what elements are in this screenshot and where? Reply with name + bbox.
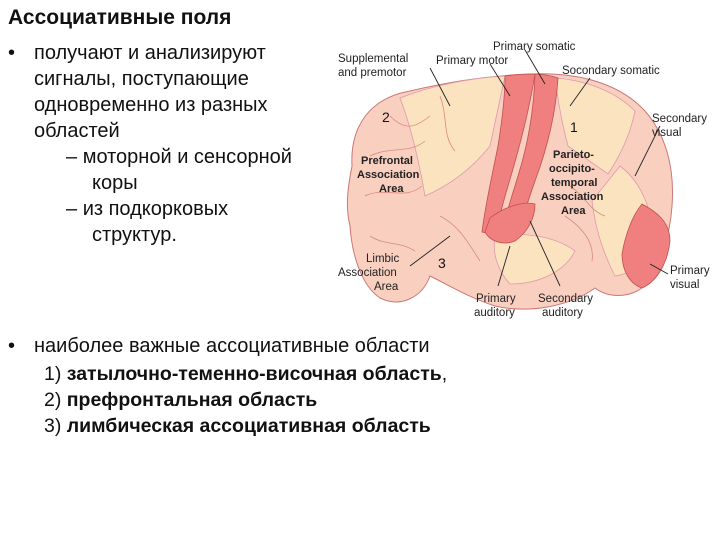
label-parieto: occipito- <box>549 163 595 175</box>
area-number-3: 3 <box>438 255 446 271</box>
label-parieto: temporal <box>551 177 598 189</box>
list-label: затылочно-теменно-височная область <box>66 363 442 385</box>
intro-line: одновременно из разных <box>34 94 268 116</box>
dash-marker: – <box>66 146 78 168</box>
label-secondary-somatic: Socondary somatic <box>562 65 660 77</box>
label-prefrontal: Area <box>379 183 404 195</box>
label-limbic: Association <box>338 267 397 279</box>
list-item <box>44 361 447 387</box>
label-prefrontal: Association <box>357 169 420 181</box>
important-heading: наиболее важные ассоциативные области <box>34 335 430 357</box>
dash-marker: – <box>66 198 78 220</box>
sub-item-motor-sensory <box>66 144 328 170</box>
important-areas-bullet <box>8 333 568 359</box>
intro-text <box>34 40 328 248</box>
area-number-2: 2 <box>382 109 390 125</box>
list-suffix: , <box>441 363 448 385</box>
label-primary-motor: Primary motor <box>436 55 509 67</box>
label-limbic: Area <box>374 281 399 293</box>
intro-line: получают и анализируют <box>34 42 266 64</box>
label-secondary-auditory: auditory <box>542 307 583 319</box>
intro-line: сигналы, поступающие <box>34 68 249 90</box>
label-primary-visual: Primary <box>670 265 710 277</box>
label-prefrontal: Prefrontal <box>361 155 413 167</box>
area-number-1: 1 <box>570 119 578 135</box>
list-number: 3) <box>44 415 62 437</box>
label-secondary-visual: visual <box>652 127 682 139</box>
list-item <box>44 413 447 439</box>
sub-item-subcortical <box>66 196 328 222</box>
sub-item-text: моторной и сенсорной <box>82 146 292 168</box>
list-number: 2) <box>44 389 62 411</box>
label-premotor: and premotor <box>338 67 407 79</box>
important-areas-list <box>44 361 447 439</box>
label-primary-auditory: Primary <box>476 293 516 305</box>
label-secondary-visual: Secondary <box>652 113 707 125</box>
brain-association-diagram <box>330 36 718 326</box>
list-label: префронтальная область <box>66 389 318 411</box>
bullet-marker: • <box>8 335 16 357</box>
label-parieto: Association <box>541 191 604 203</box>
bullet-marker: • <box>8 42 16 64</box>
label-secondary-auditory: Secondary <box>538 293 593 305</box>
label-primary-somatic: Primary somatic <box>493 41 576 53</box>
label-parieto: Area <box>561 205 586 217</box>
label-supplemental: Supplemental <box>338 53 409 65</box>
slide-title: Ассоциативные поля <box>8 6 232 29</box>
label-primary-auditory: auditory <box>474 307 515 319</box>
list-label: лимбическая ассоциативная область <box>66 415 431 437</box>
label-limbic: Limbic <box>366 253 400 265</box>
intro-bullet <box>8 40 328 248</box>
sub-item-continuation: коры <box>92 172 138 194</box>
list-item <box>44 387 447 413</box>
label-parieto: Parieto- <box>553 149 594 161</box>
label-primary-visual: visual <box>670 279 700 291</box>
sub-item-text: из подкорковых <box>82 198 229 220</box>
sub-item-continuation: структур. <box>92 224 177 246</box>
list-number: 1) <box>44 363 62 385</box>
intro-line: областей <box>34 120 120 142</box>
